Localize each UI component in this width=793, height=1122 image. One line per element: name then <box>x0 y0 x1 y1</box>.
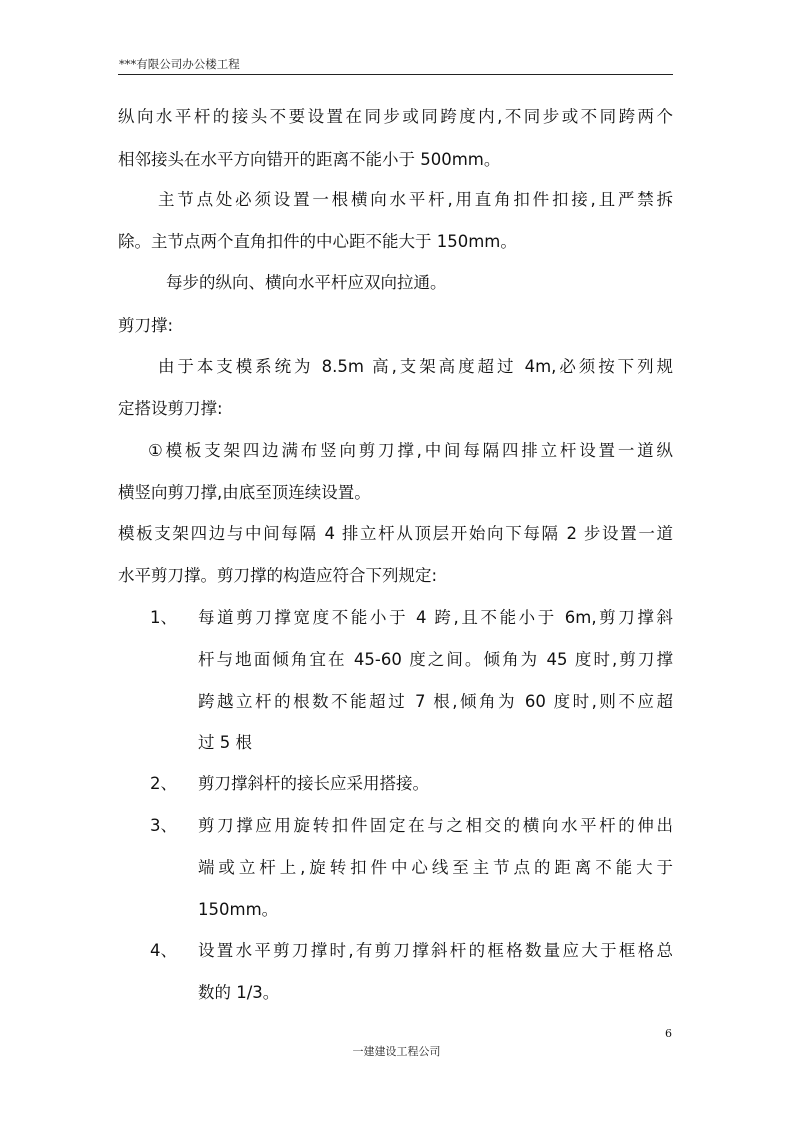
section-heading: 剪刀撑: <box>118 316 174 335</box>
paragraph-line: 由于本支模系统为 8.5m 高,支架高度超过 4m,必须按下列规 <box>158 357 673 376</box>
list-item-line: 过 5 根 <box>198 733 252 752</box>
list-item-line: 剪刀撑斜杆的接长应采用搭接。 <box>198 774 429 793</box>
list-item-line: 数的 1/3。 <box>198 983 280 1002</box>
paragraph-line: 相邻接头在水平方向错开的距离不能小于 500mm。 <box>118 150 501 169</box>
paragraph-line: 主节点处必须设置一根横向水平杆,用直角扣件扣接,且严禁拆 <box>158 190 673 209</box>
list-item-line: 剪刀撑应用旋转扣件固定在与之相交的横向水平杆的伸出 <box>198 816 673 835</box>
list-item-line: 设置水平剪刀撑时,有剪刀撑斜杆的框格数量应大于框格总 <box>198 941 673 960</box>
list-number: 2、 <box>150 774 177 793</box>
list-item-line: 杆与地面倾角宜在 45-60 度之间。倾角为 45 度时,剪刀撑 <box>198 650 673 669</box>
list-item-line: 端或立杆上,旋转扣件中心线至主节点的距离不能大于 <box>198 858 673 877</box>
paragraph-line: 每步的纵向、横向水平杆应双向拉通。 <box>166 273 447 292</box>
paragraph-line: ①模板支架四边满布竖向剪刀撑,中间每隔四排立杆设置一道纵 <box>148 441 673 460</box>
list-item-line: 150mm。 <box>198 900 279 919</box>
list-number: 1、 <box>150 608 177 627</box>
paragraph-line: 纵向水平杆的接头不要设置在同步或同跨度内,不同步或不同跨两个 <box>118 107 673 126</box>
paragraph-line: 定搭设剪刀撑: <box>118 399 223 418</box>
header-divider <box>118 74 673 75</box>
paragraph-line: 模板支架四边与中间每隔 4 排立杆从顶层开始向下每隔 2 步设置一道 <box>118 524 673 543</box>
paragraph-line: 除。主节点两个直角扣件的中心距不能大于 150mm。 <box>118 232 517 251</box>
page-number: 6 <box>665 1027 672 1040</box>
list-number: 4、 <box>150 941 177 960</box>
paragraph-line: 水平剪刀撑。剪刀撑的构造应符合下列规定: <box>118 566 438 585</box>
paragraph-line: 横竖向剪刀撑,由底至顶连续设置。 <box>118 483 371 502</box>
list-item-line: 跨越立杆的根数不能超过 7 根,倾角为 60 度时,则不应超 <box>198 692 673 711</box>
footer-company: 一建建设工程公司 <box>352 1045 441 1058</box>
header-title: ***有限公司办公楼工程 <box>119 57 240 71</box>
list-number: 3、 <box>150 816 177 835</box>
list-item-line: 每道剪刀撑宽度不能小于 4 跨,且不能小于 6m,剪刀撑斜 <box>198 608 673 627</box>
